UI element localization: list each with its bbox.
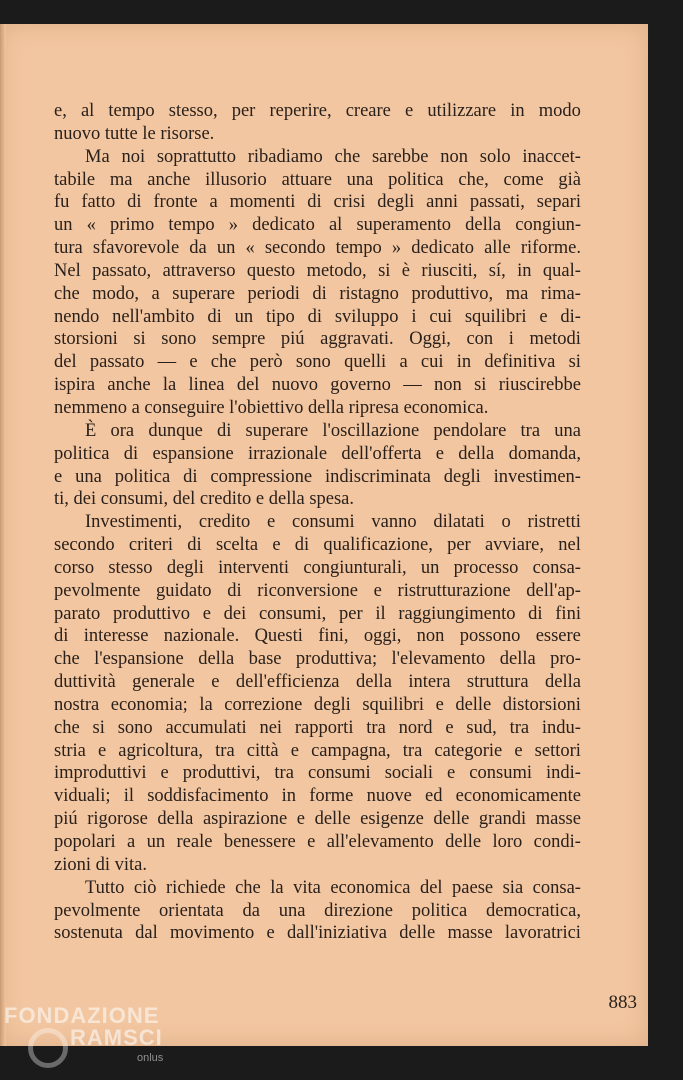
text-line: ispira anche la linea del nuovo governo — non si riuscirebbe bbox=[54, 375, 581, 396]
text-line: popolari a un reale benessere e all'elevamento delle loro condi- bbox=[54, 832, 581, 852]
text-line: che modo, a superare periodi di ristagno produttivo, ma rima- bbox=[54, 283, 581, 304]
text-line: storsioni si sono sempre piú aggravati. Oggi, con i metodi bbox=[54, 329, 581, 350]
text-line: di interesse nazionale. Questi fini, oggi, non possono essere bbox=[54, 626, 581, 647]
text-line: zioni di vita. bbox=[54, 854, 147, 875]
text-line: corso stesso degli interventi congiunturali, un processo consa- bbox=[54, 557, 581, 578]
text-line: che l'espansione della base produttiva; l'elevamento della pro- bbox=[54, 649, 581, 670]
text-line: viduali; il soddisfacimento in forme nuove ed economicamente bbox=[54, 786, 581, 807]
body-text bbox=[54, 100, 581, 945]
text-line: nendo nell'ambito di un tipo di sviluppo i cui squilibri e di- bbox=[54, 306, 581, 327]
text-line: che si sono accumulati nei rapporti tra nord e sud, tra indu- bbox=[54, 717, 581, 738]
text-line: sostenuta dal movimento e dall'iniziativa delle masse lavoratrici bbox=[54, 923, 581, 944]
text-line: Nel passato, attraverso questo metodo, si è riusciti, sí, in qual- bbox=[54, 260, 581, 281]
text-line: improduttivi e produttivi, tra consumi sociali e consumi indi- bbox=[54, 763, 581, 784]
text-line: pevolmente orientata da una direzione politica democratica, bbox=[54, 900, 581, 921]
text-line: e una politica di compressione indiscriminata degli investimen- bbox=[54, 466, 581, 487]
text-line: nemmeno a conseguire l'obiettivo della ripresa economica. bbox=[54, 397, 489, 418]
text-line: politica di espansione irrazionale dell'offerta e della domanda, bbox=[54, 443, 581, 464]
text-line: piú rigorose della aspirazione e delle esigenze delle grandi masse bbox=[54, 809, 581, 830]
text-line: Tutto ciò richiede che la vita economica del paese sia consa- bbox=[85, 877, 581, 898]
watermark-logo-text-2: RAMSCI bbox=[70, 1025, 163, 1050]
text-line: tura sfavorevole da un « secondo tempo » dedicato alle riforme. bbox=[54, 238, 581, 259]
page-number: 883 bbox=[608, 992, 637, 1013]
text-line: secondo criteri di scelta e di qualificazione, per avviare, nel bbox=[54, 535, 581, 556]
text-line: parato produttivo e dei consumi, per il raggiungimento di fini bbox=[54, 603, 581, 624]
text-line: nuovo tutte le risorse. bbox=[54, 123, 215, 144]
watermark-g-icon bbox=[28, 1028, 68, 1068]
text-line: ti, dei consumi, del credito e della spesa. bbox=[54, 489, 355, 510]
text-line: stria e agricoltura, tra città e campagna, tra categorie e settori bbox=[54, 740, 581, 761]
text-line: fu fatto di fronte a momenti di crisi degli anni passati, separi bbox=[54, 192, 581, 213]
text-line: tabile ma anche illusorio attuare una politica che, come già bbox=[54, 169, 581, 190]
watermark-logo-text: FONDAZIONE bbox=[4, 1003, 160, 1028]
page-binding-edge bbox=[0, 24, 6, 1046]
text-line: un « primo tempo » dedicato al superamento della congiun- bbox=[54, 215, 581, 236]
text-line: pevolmente guidato di riconversione e ristrutturazione dell'ap- bbox=[54, 580, 581, 601]
text-line: È ora dunque di superare l'oscillazione pendolare tra una bbox=[85, 420, 581, 441]
text-line: Ma noi soprattutto ribadiamo che sarebbe non solo inaccet- bbox=[85, 146, 581, 167]
text-line: Investimenti, credito e consumi vanno dilatati o ristretti bbox=[85, 512, 581, 533]
watermark-onlus: onlus bbox=[137, 1052, 164, 1064]
text-line: duttività generale e dell'efficienza della intera struttura della bbox=[54, 672, 581, 693]
text-line: del passato — e che però sono quelli a cui in definitiva si bbox=[54, 352, 581, 373]
text-line: nostra economia; la correzione degli squilibri e delle distorsioni bbox=[54, 694, 581, 715]
text-line: e, al tempo stesso, per reperire, creare e utilizzare in modo bbox=[54, 101, 581, 121]
